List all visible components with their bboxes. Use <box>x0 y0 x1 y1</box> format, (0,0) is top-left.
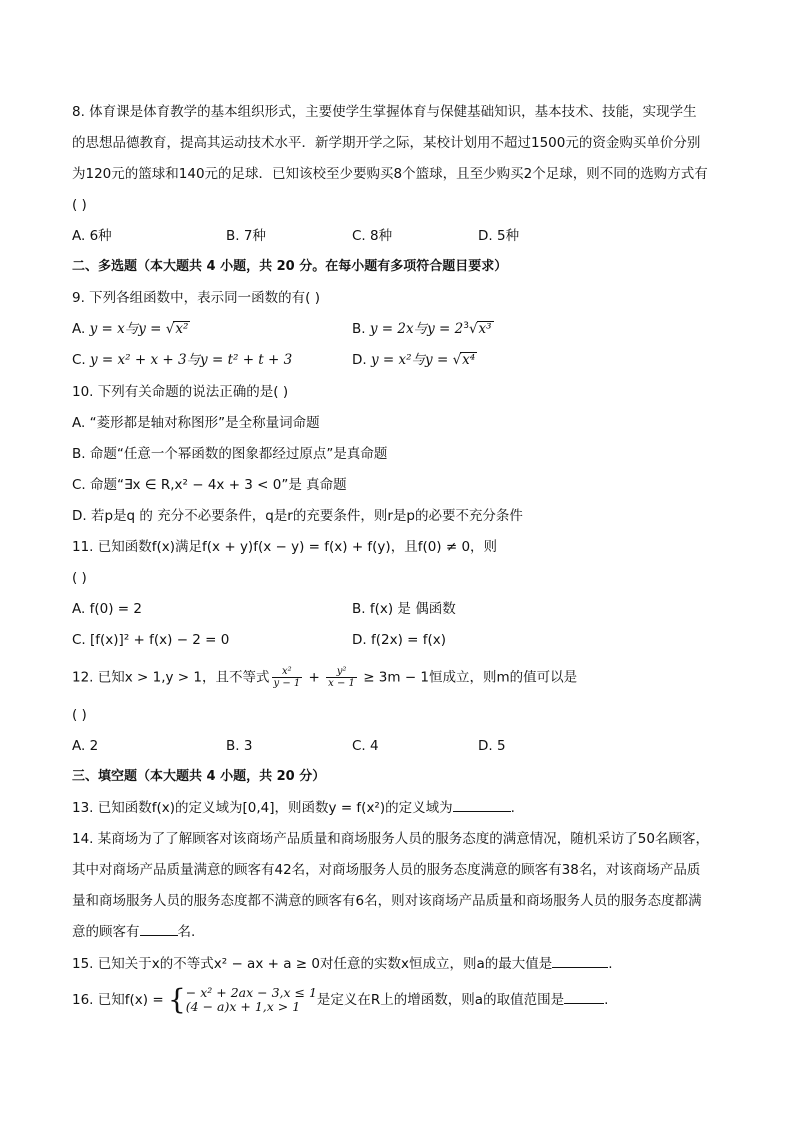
q13-text: 13. 已知函数f(x)的定义域为[0,4]，则函数y = f(x²)的定义域为 <box>72 800 453 816</box>
q9-option-d <box>352 351 477 369</box>
q16-case-1: − x² + 2ax − 3,x ≤ 1 <box>185 985 317 1000</box>
q9-d-prefix: D. <box>352 352 371 368</box>
q16-case-2: (4 − a)x + 1,x > 1 <box>185 999 301 1014</box>
q12-option-d: D. 5 <box>478 738 506 754</box>
q13-answer-blank[interactable] <box>453 799 511 812</box>
q10-option-a: A. “菱形都是轴对称图形”是全称量词命题 <box>72 415 320 431</box>
q15-answer-blank[interactable] <box>552 955 608 968</box>
q11-option-c: C. [f(x)]² + f(x) − 2 = 0 <box>72 632 230 648</box>
q9-b-root-index: 3 <box>463 321 469 331</box>
q12-stem-post: ≥ 3m − 1恒成立，则m的值可以是 <box>358 669 578 686</box>
q9-c-prefix: C. <box>72 352 91 368</box>
q9-option-a <box>72 320 190 338</box>
q12-option-a: A. 2 <box>72 738 99 754</box>
q13-stem <box>72 799 515 817</box>
q16-end: . <box>604 992 609 1008</box>
q12-f1-numerator: x² <box>272 666 303 678</box>
q9-a-expr: y = x与y = <box>89 321 166 337</box>
q12-f1-denominator: y − 1 <box>273 678 301 689</box>
q11-option-b: B. f(x) 是 偶函数 <box>352 601 456 617</box>
q9-option-b <box>352 320 494 338</box>
q8-line-1: 8. 体育课是体育教学的基本组织形式，主要使学生掌握体育与保健基础知识，基本技术、技能，实现学生 <box>72 104 697 120</box>
q10-option-b: B. 命题“任意一个幂函数的图象都经过原点”是真命题 <box>72 446 388 462</box>
q12-plus: + <box>304 669 325 686</box>
q11-answer-paren: ( ) <box>72 570 87 586</box>
q9-a-radicand: x² <box>175 321 189 337</box>
q9-a-prefix: A. <box>72 321 90 337</box>
q14-line-1: 14. 某商场为了了解顾客对该商场产品质量和商场服务人员的服务态度的满意情况，随机采访了50名顾客， <box>72 831 709 847</box>
q8-option-b: B. 7种 <box>226 228 266 244</box>
q9-b-prefix: B. <box>352 321 370 337</box>
q12-option-b: B. 3 <box>226 738 253 754</box>
q8-option-c: C. 8种 <box>352 228 393 244</box>
q12-stem <box>72 666 577 689</box>
q9-b-expr: y = 2x与y = 2 <box>369 321 464 337</box>
q12-fraction-2 <box>326 666 357 689</box>
q8-line-2: 的思想品德教育，提高其运动技术水平．新学期开学之际，某校计划用不超过1500元的资金购买单价分别 <box>72 135 701 151</box>
q12-answer-paren: ( ) <box>72 707 87 723</box>
q16-stem <box>72 985 608 1015</box>
q9-stem: 9. 下列各组函数中，表示同一函数的有( ) <box>72 290 320 306</box>
section-3-heading: 三、填空题（本大题共 4 小题，共 20 分） <box>72 769 326 784</box>
q12-f2-numerator: y² <box>326 666 357 678</box>
q12-f2-denominator: x − 1 <box>328 678 355 689</box>
q14-line-3: 量和商场服务人员的服务态度都不满意的顾客有6名，则对该商场产品质量和商场服务人员的服务态度都满 <box>72 893 702 909</box>
q11-option-a: A. f(0) = 2 <box>72 601 142 617</box>
q14-line-4-pre: 意的顾客有 <box>72 924 140 940</box>
q12-stem-pre: 12. 已知x > 1,y > 1，且不等式 <box>72 669 270 686</box>
q14-line-4-post: 名. <box>177 924 196 940</box>
q10-stem: 10. 下列有关命题的说法正确的是( ) <box>72 384 289 400</box>
q15-end: . <box>608 956 613 972</box>
q9-b-radicand: x³ <box>478 321 492 337</box>
q12-option-c: C. 4 <box>352 738 379 754</box>
q14-answer-blank[interactable] <box>140 923 178 936</box>
q16-pre: 16. 已知f(x) = <box>72 992 168 1008</box>
q10-option-c: C. 命题“∃x ∈ R,x² − 4x + 3 < 0”是 真命题 <box>72 477 347 493</box>
q8-option-d: D. 5种 <box>478 228 520 244</box>
left-brace-icon: { <box>167 983 186 1016</box>
q12-fraction-1 <box>272 666 303 689</box>
q8-option-a: A. 6种 <box>72 228 112 244</box>
q11-option-d: D. f(2x) = f(x) <box>352 632 447 648</box>
q16-piecewise <box>186 986 317 1014</box>
q8-line-3: 为120元的篮球和140元的足球．已知该校至少要购买8个篮球，且至少购买2个足球，则不同的选购方式有 <box>72 166 708 182</box>
sqrt-symbol: √ <box>452 352 462 368</box>
sqrt-symbol: √ <box>165 321 175 337</box>
q14-line-2: 其中对商场产品质量满意的顾客有42名，对商场服务人员的服务态度满意的顾客有38名，对该商场产品质 <box>72 862 701 878</box>
q15-text: 15. 已知关于x的不等式x² − ax + a ≥ 0对任意的实数x恒成立，则a的最大值是 <box>72 956 553 972</box>
q14-line-4 <box>72 923 195 941</box>
q15-stem <box>72 955 613 973</box>
q10-option-d: D. 若p是q 的 充分不必要条件，q是r的充要条件，则r是p的必要不充分条件 <box>72 508 523 524</box>
q11-stem: 11. 已知函数f(x)满足f(x + y)f(x − y) = f(x) + f(y)，且f(0) ≠ 0，则 <box>72 539 498 555</box>
q16-post: 是定义在R上的增函数，则a的取值范围是 <box>316 992 565 1008</box>
q9-d-radicand: x⁴ <box>462 352 476 368</box>
cbrt-symbol: √ <box>468 321 478 337</box>
q9-c-expr: y = x² + x + 3与y = t² + t + 3 <box>90 352 293 368</box>
q13-end: . <box>510 800 515 816</box>
q8-answer-paren: ( ) <box>72 197 87 213</box>
q9-d-expr: y = x²与y = <box>370 352 453 368</box>
q16-answer-blank[interactable] <box>564 991 604 1004</box>
q9-option-c <box>72 351 292 369</box>
section-2-heading: 二、多选题（本大题共 4 小题，共 20 分。在每小题有多项符合题目要求） <box>72 259 508 274</box>
